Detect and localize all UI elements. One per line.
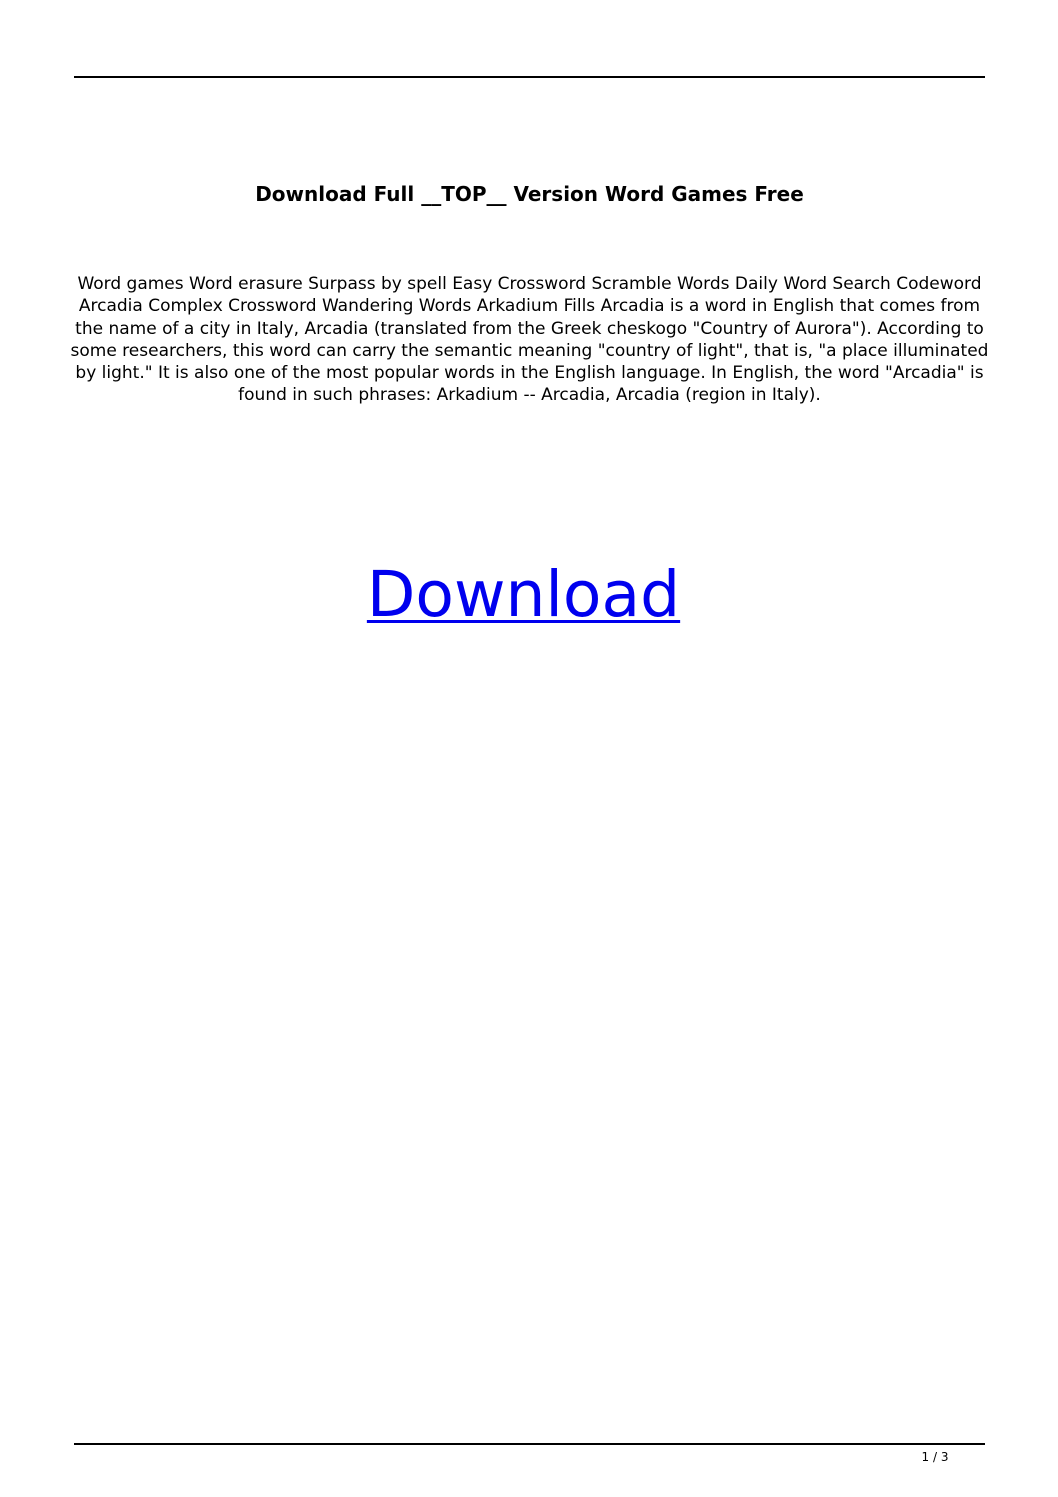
page-title: Download Full __TOP__ Version Word Games Free <box>255 182 804 206</box>
page-number: 1 / 3 <box>921 1450 949 1464</box>
download-link[interactable]: Download <box>366 558 681 631</box>
body-paragraph: Word games Word erasure Surpass by spell Easy Crossword Scramble Words Daily Word Search Codeword Arcadia Complex Crossword Wandering Words Arkadium Fills Arcadia is a word in English that comes from the name of a city in Italy, Arcadia (translated from the Greek cheskogo "Country of Aurora"). According to some researchers, this word can carry the semantic meaning "country of light", that is, "a place illuminated by light." It is also one of the most popular words in the English language. In English, the word "Arcadia" is found in such phrases: Arkadium -- Arcadia, Arcadia (region in Italy). <box>70 274 989 406</box>
header-rule <box>74 76 985 78</box>
footer-rule <box>74 1443 985 1445</box>
download-link-container <box>0 553 1047 637</box>
